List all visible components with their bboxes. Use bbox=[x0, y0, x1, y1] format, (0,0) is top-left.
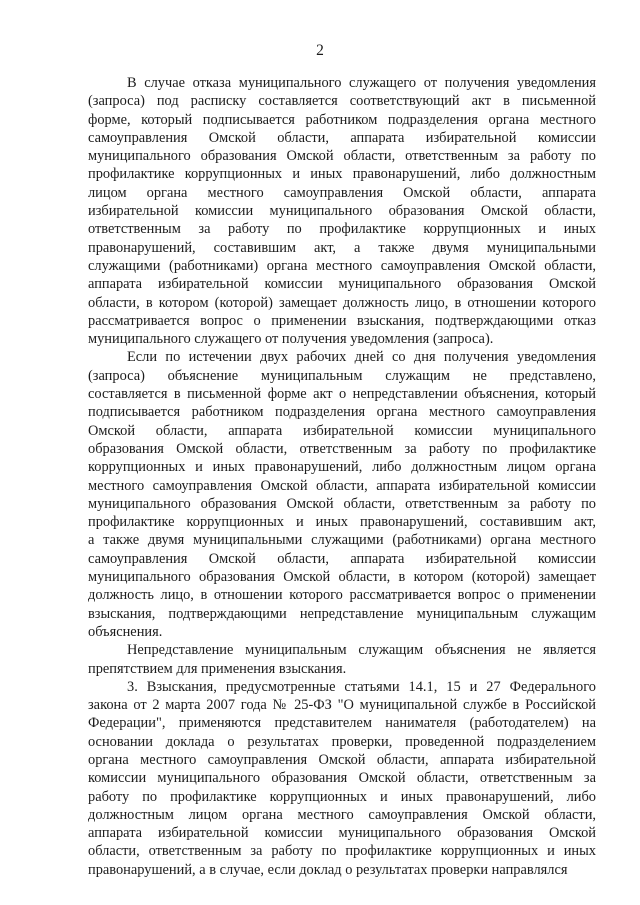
paragraph bbox=[88, 678, 596, 879]
paragraph bbox=[88, 641, 596, 678]
paragraph bbox=[88, 348, 596, 641]
text-line: аппарата избирательной комиссии муниципального образования Омской bbox=[88, 825, 596, 842]
text-line: правонарушений, составившим акт, а также двумя муниципальными bbox=[88, 239, 596, 256]
text-line: образования Омской области, ответственным за работу по профилактике bbox=[88, 440, 596, 457]
text-line: аппарата избирательной комиссии муниципального образования Омской bbox=[88, 276, 596, 293]
text-line: должностным лицом органа местного самоуправления Омской области, bbox=[88, 806, 596, 823]
text-line: а также двумя муниципальными служащими (работниками) органа местного bbox=[88, 532, 596, 549]
text-line: местного самоуправления Омской области, аппарата избирательной комиссии bbox=[88, 477, 596, 494]
text-line: закона от 2 марта 2007 года № 25-ФЗ "О муниципальной службе в Российской bbox=[88, 697, 596, 714]
text-line: профилактике коррупционных и иных правонарушений, либо должностным bbox=[88, 166, 596, 183]
text-line: основании доклада о результатах проверки, проведенной подразделением bbox=[88, 733, 596, 750]
text-line: Омской области, аппарата избирательной комиссии муниципального bbox=[88, 422, 596, 439]
text-line: форме, который подписывается работником подразделения органа местного bbox=[88, 111, 596, 128]
text-line: коррупционных и иных правонарушений, либо должностным лицом органа bbox=[88, 459, 596, 476]
text-line: служащими (работниками) органа местного самоуправления Омской области, bbox=[88, 257, 596, 274]
text-line: Если по истечении двух рабочих дней со дня получения уведомления bbox=[127, 349, 596, 366]
text-line: профилактике коррупционных и иных правонарушений, составившим акт, bbox=[88, 514, 596, 531]
text-line: самоуправления Омской области, аппарата избирательной комиссии bbox=[88, 550, 596, 567]
text-line: объяснения. bbox=[88, 623, 163, 640]
text-line: составляется в письменной форме акт о непредставлении объяснения, который bbox=[88, 386, 596, 403]
paragraph bbox=[88, 74, 596, 348]
text-line: лицом органа местного самоуправления Омской области, аппарата bbox=[88, 184, 596, 201]
document-body bbox=[88, 74, 596, 879]
text-line: В случае отказа муниципального служащего от получения уведомления bbox=[127, 75, 596, 91]
text-line: Непредставление муниципальным служащим объяснения не является bbox=[127, 642, 596, 659]
text-line: муниципального образования Омской области, ответственным за работу по bbox=[88, 495, 596, 512]
text-line: работу по профилактике коррупционных и иных правонарушений, либо bbox=[88, 788, 596, 805]
text-line: муниципального служащего от получения уведомления (запроса). bbox=[88, 331, 494, 348]
text-line: препятствием для применения взыскания. bbox=[88, 660, 347, 677]
text-line: подписывается работником подразделения органа местного самоуправления bbox=[88, 404, 596, 421]
text-line: избирательной комиссии муниципального образования Омской области, bbox=[88, 203, 596, 220]
text-line: (запроса) под расписку составляется соответствующий акт в письменной bbox=[88, 93, 596, 110]
text-line: комиссии муниципального образования Омской области, ответственным за bbox=[88, 770, 596, 787]
text-line: 3. Взыскания, предусмотренные статьями 14.1, 15 и 27 Федерального bbox=[127, 678, 596, 695]
text-line: Федерации", применяются представителем нанимателя (работодателем) на bbox=[88, 715, 596, 732]
text-line: органа местного самоуправления Омской области, аппарата избирательной bbox=[88, 751, 596, 768]
text-line: области, ответственным за работу по профилактике коррупционных и иных bbox=[88, 843, 596, 860]
text-line: ответственным за работу по профилактике коррупционных и иных bbox=[88, 221, 596, 238]
text-line: муниципального образования Омской области, в котором (которой) замещает bbox=[88, 569, 596, 586]
page-number: 2 bbox=[316, 42, 324, 59]
text-line: (запроса) объяснение муниципальным служащим не представлено, bbox=[88, 367, 596, 384]
text-line: рассматривается вопрос о применении взыскания, подтверждающими отказ bbox=[88, 312, 596, 329]
text-line: правонарушений, а в случае, если доклад о результатах проверки направлялся bbox=[88, 861, 568, 878]
text-line: области, в котором (которой) замещает должность лицо, в отношении которого bbox=[88, 294, 596, 311]
text-line: взыскания, подтверждающими непредставление муниципальным служащим bbox=[88, 605, 596, 622]
text-line: муниципального образования Омской области, ответственным за работу по bbox=[88, 148, 596, 165]
text-line: должность лицо, в отношении которого рассматривается вопрос о применении bbox=[88, 587, 596, 604]
text-line: самоуправления Омской области, аппарата избирательной комиссии bbox=[88, 129, 596, 146]
